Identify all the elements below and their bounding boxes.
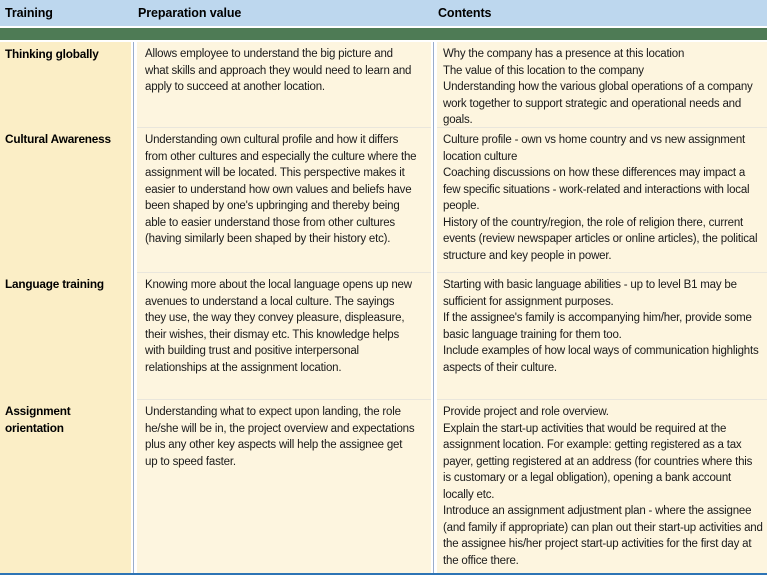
contents-item: If the assignee's family is accompanying him/her, provide some basic language training for them too. <box>443 312 752 341</box>
contents-item: The value of this location to the company <box>443 64 644 77</box>
contents-item: Include examples of how local ways of communication highlights aspects of their culture. <box>443 345 759 374</box>
table-row <box>0 127 767 272</box>
contents-item: Provide project and role overview. <box>443 406 609 418</box>
table-row <box>0 399 767 573</box>
column-header-contents: Contents <box>438 6 492 20</box>
table-row <box>0 272 767 399</box>
table-header-row <box>0 0 767 26</box>
contents-item: Understanding how the various global operations of a company work together to support strategic and operational needs and goals. <box>443 81 753 126</box>
table-row <box>0 42 767 127</box>
table-bottom-border <box>0 573 767 575</box>
contents-item: Starting with basic language abilities - up to level B1 may be sufficient for assignment purposes. <box>443 279 737 308</box>
training-cell: Assignment orientation <box>0 399 131 573</box>
column-header-training: Training <box>5 6 53 20</box>
contents-item: Culture profile - own vs home country and vs new assignment location culture <box>443 134 746 163</box>
green-separator-bar <box>0 28 767 40</box>
preparation-value-cell: Understanding what to expect upon landing, the role he/she will be in, the project overview and expectations plus any other key aspects will help the assignee get up to speed faster. <box>137 399 431 573</box>
contents-cell <box>437 272 767 399</box>
contents-item: Why the company has a presence at this location <box>443 48 685 60</box>
preparation-value-cell: Knowing more about the local language opens up new avenues to understand a local culture. The sayings they use, the way they convey pleasure, displeasure, their wishes, their dismay etc. This knowledge helps with building trust and positive interpersonal relationships at the assignment location. <box>137 272 431 399</box>
column-header-preparation-value: Preparation value <box>138 6 242 20</box>
contents-item: Explain the start-up activities that would be required at the assignment location. For example: getting registered as a tax payer, getting registered at an address (for countries where this is customary or a legal obligation), opening a bank account locally etc. <box>443 422 753 501</box>
contents-cell <box>437 127 767 272</box>
contents-item: Introduce an assignment adjustment plan - where the assignee (and family if appropriate) can plan out their start-up activities and the assignee his/her project start-up activities for the first day at the office there. <box>443 505 763 567</box>
table-body <box>0 42 767 573</box>
training-cell: Language training <box>0 272 131 399</box>
preparation-value-cell: Understanding own cultural profile and how it differs from other cultures and especially the culture where the assignment will be located. This perspective makes it easier to understand how own values and beliefs have been shaped by one's upbringing and thereby being able to easier understand those from other cultures (having similarly been shaped by their history etc). <box>137 127 431 272</box>
training-cell: Thinking globally <box>0 42 131 127</box>
preparation-value-cell: Allows employee to understand the big picture and what skills and approach they would need to learn and apply to succeed at another location. <box>137 42 431 127</box>
contents-item: History of the country/region, the role of religion there, current events (review newspaper articles or online articles), the political structure and key people in power. <box>443 216 758 262</box>
training-cell: Cultural Awareness <box>0 127 131 272</box>
contents-cell <box>437 42 767 127</box>
contents-cell <box>437 399 767 573</box>
contents-item: Coaching discussions on how these differences may impact a few specific situations - work-related and interactions with local people. <box>443 167 750 212</box>
